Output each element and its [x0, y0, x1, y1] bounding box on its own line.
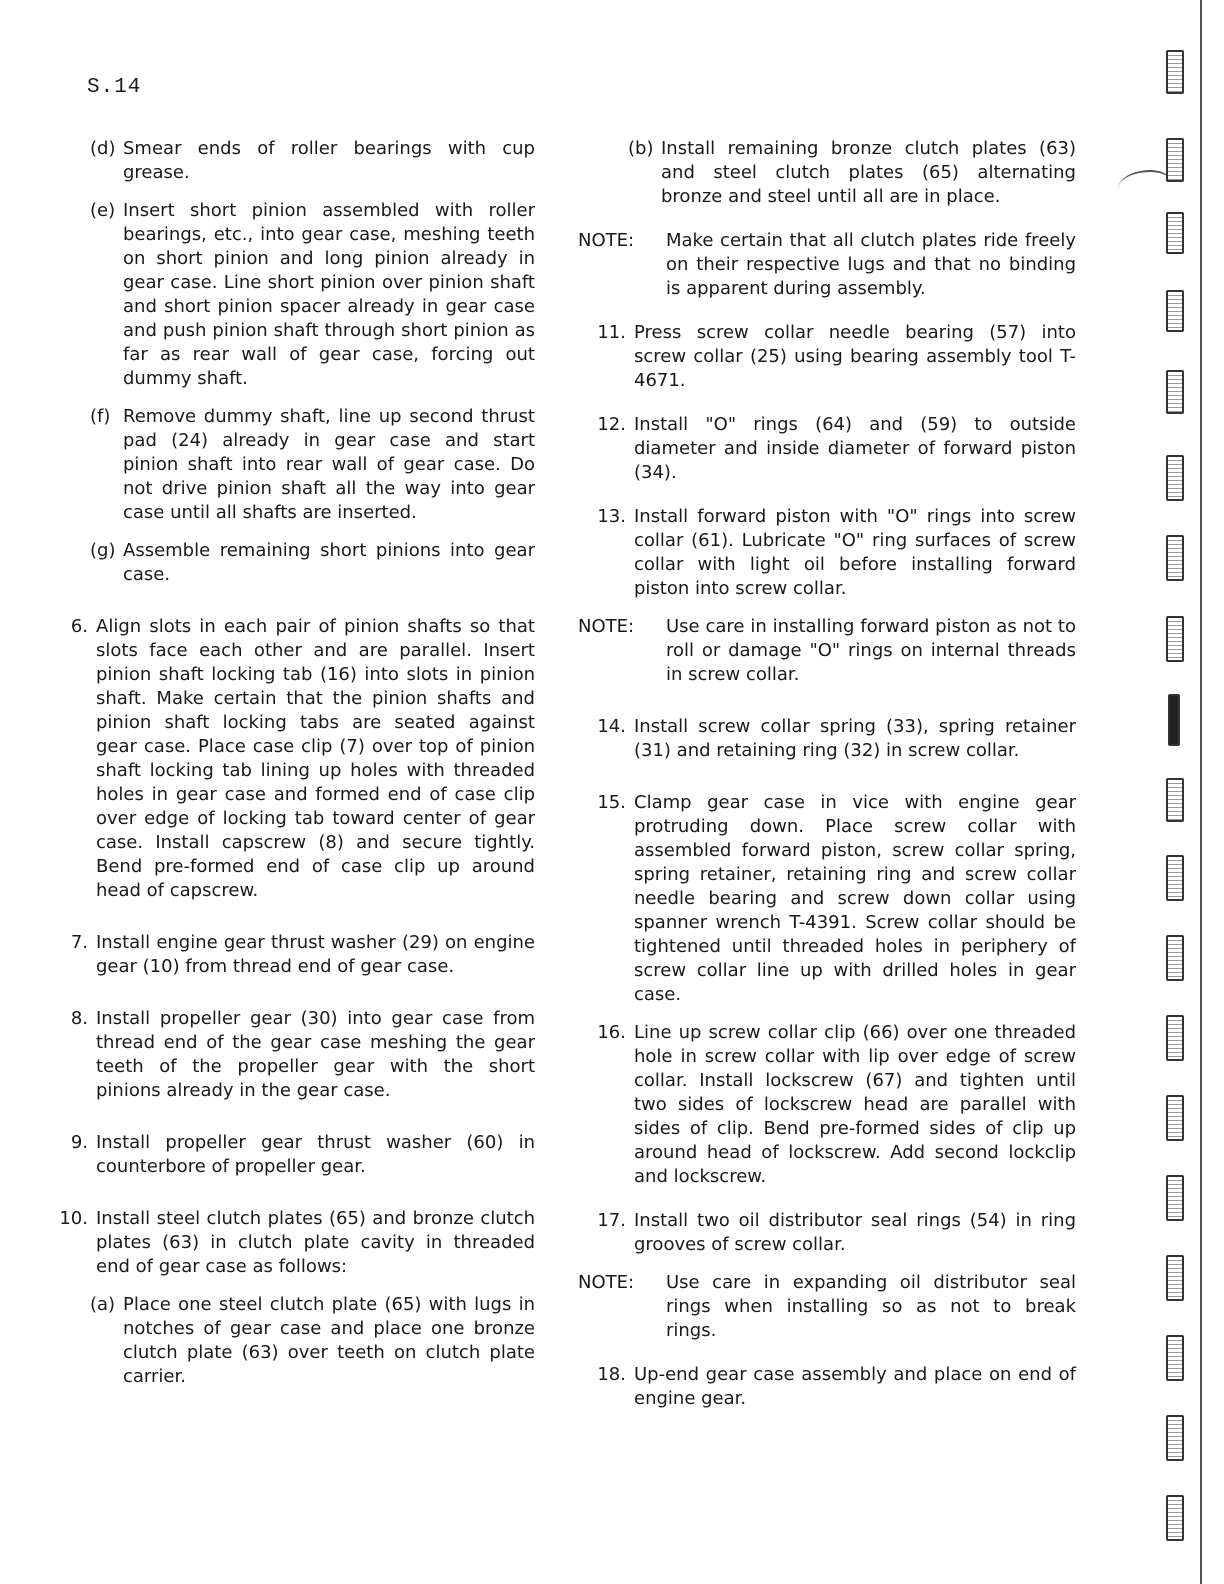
step-number: 9.: [70, 1132, 88, 1153]
binding-hole: [1166, 935, 1184, 981]
binding-hole: [1166, 212, 1184, 254]
step-number: 13.: [597, 506, 626, 527]
binding-hole: [1166, 535, 1184, 581]
sub-step-text: Insert short pinion assembled with roller bearings, etc., into gear case, meshing teeth on short pinion and long pinion already in gear case. Line short pinion over pinion shaft and short pinion spacer already in gear case and push pinion shaft through short pinion as far as rear wall of gear case, forcing out dummy shaft.: [123, 200, 535, 389]
step-number: 18.: [597, 1364, 626, 1385]
sub-step-e: [90, 199, 535, 391]
step-number: 11.: [597, 322, 626, 343]
page-number: S.14: [87, 76, 142, 99]
note-label: NOTE:: [578, 616, 635, 637]
binding-hole: [1166, 455, 1184, 501]
binding-hole: [1166, 616, 1184, 662]
paper-curl: [1118, 170, 1172, 202]
binding-hole: [1166, 855, 1184, 901]
sub-step-label: (f): [90, 406, 111, 427]
step-15: [578, 791, 1076, 1007]
note-label: NOTE:: [578, 1272, 635, 1293]
step-number: 12.: [597, 414, 626, 435]
page-edge: [1200, 0, 1202, 1584]
step-6: [40, 615, 535, 903]
binding-hole: [1168, 694, 1180, 746]
step-text: Install engine gear thrust washer (29) on engine gear (10) from thread end of gear case.: [96, 932, 535, 977]
step-16: [578, 1021, 1076, 1189]
step-9: [40, 1131, 535, 1179]
step-text: Press screw collar needle bearing (57) into screw collar (25) using bearing assembly tool T-4671.: [634, 322, 1076, 391]
step-text: Install screw collar spring (33), spring retainer (31) and retaining ring (32) in screw collar.: [634, 716, 1076, 761]
step-7: [40, 931, 535, 979]
sub-step-label: (a): [90, 1294, 116, 1315]
binding-hole: [1166, 138, 1184, 182]
sub-step-text: Install remaining bronze clutch plates (63) and steel clutch plates (65) alternating bronze and steel until all are in place.: [661, 138, 1076, 207]
sub-step-f: [90, 405, 535, 525]
note-forward-piston: [578, 615, 1076, 687]
step-text: Install "O" rings (64) and (59) to outside diameter and inside diameter of forward piston (34).: [634, 414, 1076, 483]
binding-hole: [1166, 1255, 1184, 1301]
note-clutch-plates: [578, 229, 1076, 301]
step-14: [578, 715, 1076, 763]
step-text: Clamp gear case in vice with engine gear protruding down. Place screw collar with assembled forward piston, screw collar spring, spring retainer, retaining ring and screw collar needle bearing and screw down collar using spanner wrench T-4391. Screw collar should be tightened until threaded holes in periphery of screw collar line up with drilled holes in gear case.: [634, 792, 1076, 1005]
sub-step-a: [90, 1293, 535, 1389]
binding-hole: [1166, 1175, 1184, 1221]
step-text: Line up screw collar clip (66) over one threaded hole in screw collar with lip over edge of screw collar. Install lockscrew (67) and tighten until two sides of lockscrew head are parallel with sides of clip. Bend pre-formed sides of clip up around head of lockscrew. Add second lockclip and lockscrew.: [634, 1022, 1076, 1187]
step-18: [578, 1363, 1076, 1411]
step-8: [40, 1007, 535, 1103]
step-10: [40, 1207, 535, 1279]
binding-hole: [1166, 50, 1184, 94]
step-number: 6.: [70, 616, 88, 637]
step-number: 17.: [597, 1210, 626, 1231]
step-text: Install propeller gear thrust washer (60) in counterbore of propeller gear.: [96, 1132, 535, 1177]
step-12: [578, 413, 1076, 485]
binding-hole: [1166, 778, 1184, 822]
binding-hole: [1166, 1095, 1184, 1141]
binding-hole: [1166, 1015, 1184, 1061]
step-text: Install forward piston with "O" rings into screw collar (61). Lubricate "O" ring surfaces of screw collar with light oil before installing forward piston into screw collar.: [634, 506, 1076, 599]
step-number: 10.: [59, 1208, 88, 1229]
step-17: [578, 1209, 1076, 1257]
note-text: Make certain that all clutch plates ride freely on their respective lugs and that no binding is apparent during assembly.: [666, 230, 1076, 299]
step-11: [578, 321, 1076, 393]
sub-step-text: Assemble remaining short pinions into gear case.: [123, 540, 535, 585]
step-number: 15.: [597, 792, 626, 813]
binding-hole: [1166, 290, 1184, 332]
note-text: Use care in expanding oil distributor seal rings when installing so as not to break rings.: [666, 1272, 1076, 1341]
note-text: Use care in installing forward piston as not to roll or damage "O" rings on internal threads in screw collar.: [666, 616, 1076, 685]
sub-step-b: [628, 137, 1076, 209]
sub-step-label: (d): [90, 138, 116, 159]
sub-step-label: (b): [628, 138, 654, 159]
step-text: Install propeller gear (30) into gear case from thread end of the gear case meshing the gear teeth of the propeller gear with the short pinions already in the gear case.: [96, 1008, 535, 1101]
sub-step-text: Remove dummy shaft, line up second thrust pad (24) already in gear case and start pinion shaft into rear wall of gear case. Do not drive pinion shaft all the way into gear case until all shafts are inserted.: [123, 406, 535, 523]
step-number: 8.: [70, 1008, 88, 1029]
note-seal-rings: [578, 1271, 1076, 1343]
binding-hole: [1166, 1415, 1184, 1461]
right-column: [578, 137, 1076, 1425]
sub-step-d: [90, 137, 535, 185]
sub-step-g: [90, 539, 535, 587]
sub-step-label: (e): [90, 200, 116, 221]
step-text: Up-end gear case assembly and place on end of engine gear.: [634, 1364, 1076, 1409]
step-number: 16.: [597, 1022, 626, 1043]
step-number: 14.: [597, 716, 626, 737]
step-text: Install two oil distributor seal rings (54) in ring grooves of screw collar.: [634, 1210, 1076, 1255]
left-column: [40, 137, 535, 1403]
sub-step-text: Place one steel clutch plate (65) with lugs in notches of gear case and place one bronze clutch plate (63) over teeth on clutch plate carrier.: [123, 1294, 535, 1387]
step-text: Install steel clutch plates (65) and bronze clutch plates (63) in clutch plate cavity in threaded end of gear case as follows:: [96, 1208, 535, 1277]
sub-step-label: (g): [90, 540, 116, 561]
sub-step-text: Smear ends of roller bearings with cup grease.: [123, 138, 535, 183]
note-label: NOTE:: [578, 230, 635, 251]
step-13: [578, 505, 1076, 601]
binding-hole: [1166, 1335, 1184, 1381]
binding-hole: [1166, 370, 1184, 414]
binding-hole: [1166, 1495, 1184, 1541]
step-number: 7.: [70, 932, 88, 953]
step-text: Align slots in each pair of pinion shafts so that slots face each other and are parallel. Insert pinion shaft locking tab (16) into slots in pinion shaft. Make certain that the pinion shafts and pinion shaft locking tabs are seated against gear case. Place case clip (7) over top of pinion shaft locking tab lining up holes with threaded holes in gear case and formed end of case clip over edge of locking tab toward center of gear case. Install capscrew (8) and secure tightly. Bend pre-formed end of case clip up around head of capscrew.: [96, 616, 535, 901]
